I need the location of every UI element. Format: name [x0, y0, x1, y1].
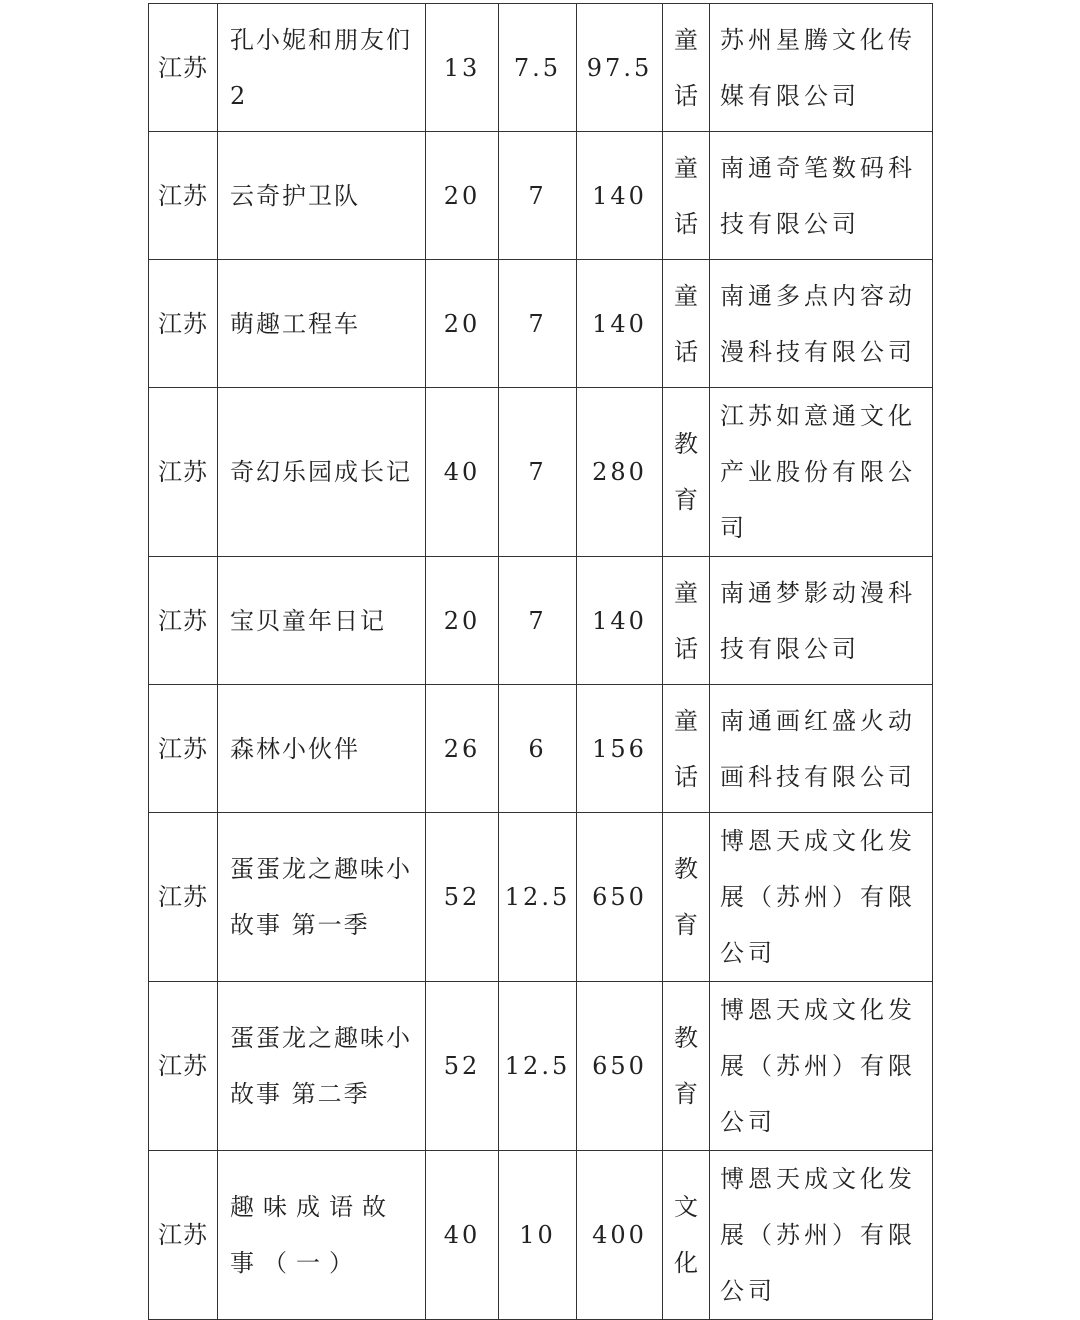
total-minutes-cell: 156 — [577, 685, 663, 813]
title-cell: 蛋蛋龙之趣味小故事 第二季 — [218, 982, 426, 1151]
episodes-cell: 13 — [426, 4, 499, 132]
table-row — [149, 4, 933, 132]
category-cell — [663, 557, 710, 685]
minutes-cell: 7 — [499, 388, 577, 557]
episodes-cell: 52 — [426, 813, 499, 982]
total-minutes-cell: 650 — [577, 982, 663, 1151]
province-cell: 江苏 — [149, 132, 218, 260]
title-cell: 宝贝童年日记 — [218, 557, 426, 685]
table-row — [149, 388, 933, 557]
category-text: 童话 — [674, 706, 698, 791]
category-text: 童话 — [674, 153, 698, 238]
total-minutes-cell: 97.5 — [577, 4, 663, 132]
province-cell: 江苏 — [149, 1151, 218, 1320]
title-cell: 趣味成语故事（一） — [218, 1151, 426, 1320]
title-cell: 蛋蛋龙之趣味小故事 第一季 — [218, 813, 426, 982]
minutes-cell: 7 — [499, 260, 577, 388]
category-cell — [663, 982, 710, 1151]
table-row — [149, 982, 933, 1151]
minutes-cell: 6 — [499, 685, 577, 813]
category-cell — [663, 4, 710, 132]
producer-cell: 南通梦影动漫科技有限公司 — [710, 557, 933, 685]
total-minutes-cell: 280 — [577, 388, 663, 557]
province-cell: 江苏 — [149, 557, 218, 685]
episodes-cell: 26 — [426, 685, 499, 813]
category-cell — [663, 388, 710, 557]
total-minutes-cell: 140 — [577, 260, 663, 388]
producer-cell: 博恩天成文化发展（苏州）有限公司 — [710, 813, 933, 982]
producer-cell: 江苏如意通文化产业股份有限公司 — [710, 388, 933, 557]
table-row — [149, 557, 933, 685]
producer-cell: 苏州星腾文化传媒有限公司 — [710, 4, 933, 132]
province-cell: 江苏 — [149, 982, 218, 1151]
minutes-cell: 7 — [499, 132, 577, 260]
title-cell: 森林小伙伴 — [218, 685, 426, 813]
table-row — [149, 813, 933, 982]
episodes-cell: 40 — [426, 1151, 499, 1320]
minutes-cell: 7.5 — [499, 4, 577, 132]
total-minutes-cell: 400 — [577, 1151, 663, 1320]
title-cell: 云奇护卫队 — [218, 132, 426, 260]
total-minutes-cell: 140 — [577, 132, 663, 260]
province-cell: 江苏 — [149, 685, 218, 813]
producer-cell: 博恩天成文化发展（苏州）有限公司 — [710, 982, 933, 1151]
category-text: 童话 — [674, 281, 698, 366]
episodes-cell: 20 — [426, 260, 499, 388]
animation-registry-table — [148, 3, 933, 1320]
category-text: 童话 — [674, 578, 698, 663]
title-cell: 奇幻乐园成长记 — [218, 388, 426, 557]
episodes-cell: 20 — [426, 132, 499, 260]
category-cell — [663, 1151, 710, 1320]
episodes-cell: 52 — [426, 982, 499, 1151]
category-text: 教育 — [674, 1024, 698, 1108]
category-text: 文化 — [674, 1193, 698, 1277]
title-cell: 萌趣工程车 — [218, 260, 426, 388]
total-minutes-cell: 650 — [577, 813, 663, 982]
producer-cell: 南通画红盛火动画科技有限公司 — [710, 685, 933, 813]
episodes-cell: 40 — [426, 388, 499, 557]
table-row — [149, 132, 933, 260]
episodes-cell: 20 — [426, 557, 499, 685]
category-text: 童话 — [674, 25, 698, 110]
province-cell: 江苏 — [149, 813, 218, 982]
producer-cell: 南通多点内容动漫科技有限公司 — [710, 260, 933, 388]
province-cell: 江苏 — [149, 388, 218, 557]
category-text: 教育 — [674, 430, 698, 514]
title-cell: 孔小妮和朋友们 2 — [218, 4, 426, 132]
category-cell — [663, 685, 710, 813]
animation-registry-table-wrap — [148, 3, 932, 1320]
province-cell: 江苏 — [149, 260, 218, 388]
producer-cell: 博恩天成文化发展（苏州）有限公司 — [710, 1151, 933, 1320]
province-cell: 江苏 — [149, 4, 218, 132]
category-cell — [663, 132, 710, 260]
minutes-cell: 12.5 — [499, 813, 577, 982]
minutes-cell: 12.5 — [499, 982, 577, 1151]
category-cell — [663, 813, 710, 982]
minutes-cell: 7 — [499, 557, 577, 685]
total-minutes-cell: 140 — [577, 557, 663, 685]
category-text: 教育 — [674, 855, 698, 939]
table-row — [149, 1151, 933, 1320]
category-cell — [663, 260, 710, 388]
minutes-cell: 10 — [499, 1151, 577, 1320]
producer-cell: 南通奇笔数码科技有限公司 — [710, 132, 933, 260]
table-row — [149, 685, 933, 813]
table-row — [149, 260, 933, 388]
